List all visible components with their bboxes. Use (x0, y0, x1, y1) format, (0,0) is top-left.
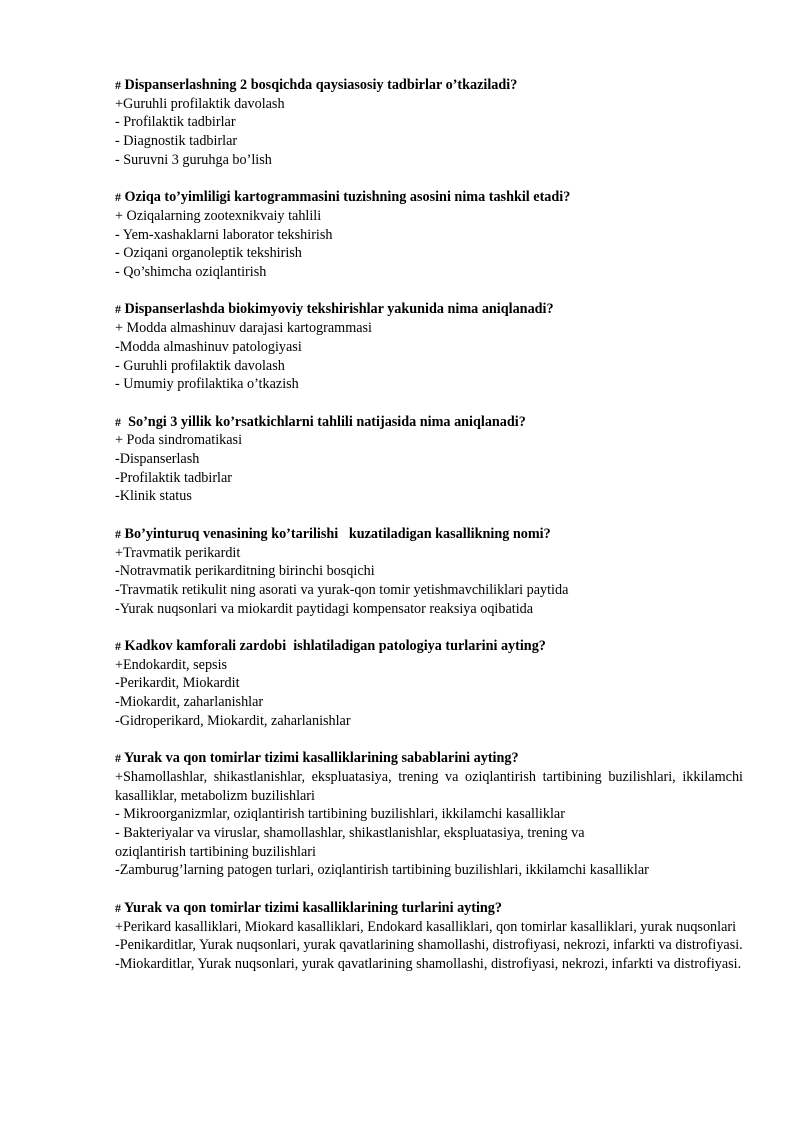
answer-option: -Dispanserlash (115, 451, 200, 468)
question-text: Kadkov kamforali zardobi ishlatiladigan patologiya turlarini ayting? (121, 638, 546, 655)
question-title (115, 525, 743, 544)
answer-option: - Umumiy profilaktika o’tkazish (115, 376, 299, 393)
answer-option: +Endokardit, sepsis (115, 656, 228, 673)
answer-option: -Penikarditlar, Yurak nuqsonlari, yurak qavatlarining shamollashi, distrofiyasi, nekrozi, infarkti va distrofiyasi. (115, 937, 743, 954)
question-marker: # (115, 414, 121, 429)
answer-option: + Oziqalarning zootexnikvaiy tahlili (115, 207, 322, 224)
question-marker: # (115, 639, 121, 654)
answer-option: - Qo’shimcha oziqlantirish (115, 264, 267, 281)
question-text: So’ngi 3 yillik ko’rsatkichlarni tahlili natijasida nima aniqlanadi? (121, 413, 526, 430)
answer-option: + Poda sindromatikasi (115, 432, 243, 449)
answer-option: - Oziqani organoleptik tekshirish (115, 245, 302, 262)
question-block (115, 413, 743, 507)
question-marker: # (115, 751, 121, 766)
question-block (115, 188, 743, 282)
answer-option: - Mikroorganizmlar, oziqlantirish tartibining buzilishlari, ikkilamchi kasalliklar (115, 806, 565, 823)
question-title (115, 749, 743, 768)
question-marker: # (115, 526, 121, 541)
answer-option: -Klinik status (115, 488, 192, 505)
answer-option: -Perikardit, Miokardit (115, 675, 240, 692)
question-text: Dispanserlashning 2 bosqichda qaysiasosiy tadbirlar o’tkaziladi? (121, 77, 518, 93)
question-block (115, 300, 743, 394)
question-title (115, 300, 743, 319)
question-title (115, 637, 743, 656)
question-text: Bo’yinturuq venasining ko’tarilishi kuzatiladigan kasallikning nomi? (121, 525, 551, 542)
question-title (115, 413, 743, 432)
answer-option: - Yem-xashaklarni laborator tekshirish (115, 226, 333, 243)
question-text: Oziqa to’yimliligi kartogrammasini tuzishning asosini nima tashkil etadi? (121, 189, 571, 206)
answer-option: -Yurak nuqsonlari va miokardit paytidagi kompensator reaksiya oqibatida (115, 600, 534, 617)
question-marker: # (115, 302, 121, 317)
question-marker: # (115, 190, 121, 205)
question-marker: # (115, 78, 121, 92)
question-text: Dispanserlashda biokimyoviy tekshirishlar yakunida nima aniqlanadi? (121, 301, 554, 318)
answer-option: - Suruvni 3 guruhga bo’lish (115, 151, 272, 168)
answer-option: +Shamollashlar, shikastlanishlar, ekspluatasiya, trening va oziqlantirish tartibining buzilishlari, ikkilamchi kasalliklar, metabolizm buzilishlari (115, 768, 743, 804)
answer-option: +Guruhli profilaktik davolash (115, 95, 285, 112)
answer-option: -Travmatik retikulit ning asorati va yurak-qon tomir yetishmavchiliklari paytida (115, 581, 569, 598)
answer-option: -Modda almashinuv patologiyasi (115, 338, 302, 355)
answer-option: -Profilaktik tadbirlar (115, 469, 233, 486)
answer-option: -Miokarditlar, Yurak nuqsonlari, yurak qavatlarining shamollashi, distrofiyasi, nekrozi, infarkti va distrofiyasi. (115, 955, 742, 972)
answer-option: -Zamburug’larning patogen turlari, oziqlantirish tartibining buzilishlari, ikkilamchi kasalliklar (115, 862, 649, 879)
answer-option: - Guruhli profilaktik davolash (115, 357, 285, 374)
question-title (115, 188, 743, 207)
answer-option: -Notravmatik perikarditning birinchi bosqichi (115, 563, 375, 580)
answer-option: - Profilaktik tadbirlar (115, 114, 236, 131)
answer-option: -Gidroperikard, Miokardit, zaharlanishlar (115, 712, 351, 729)
answer-option: + Modda almashinuv darajasi kartogrammasi (115, 320, 373, 337)
answer-option: - Diagnostik tadbirlar (115, 133, 238, 150)
answer-option: +Travmatik perikardit (115, 544, 241, 561)
answer-option: +Perikard kasalliklari, Miokard kasalliklari, Endokard kasalliklari, qon tomirlar kasalliklari, yurak nuqsonlari (115, 918, 737, 935)
document-page (115, 76, 743, 992)
answer-option: - Bakteriyalar va viruslar, shamollashlar, shikastlanishlar, ekspluatasiya, trening va oziqlantirish tartibining buzilishlari (115, 825, 585, 860)
question-block (115, 76, 743, 170)
question-block (115, 899, 743, 974)
question-block (115, 749, 743, 880)
question-text: Yurak va qon tomirlar tizimi kasalliklarining turlarini ayting? (121, 899, 502, 916)
question-block (115, 525, 743, 619)
question-text: Yurak va qon tomirlar tizimi kasalliklarining sabablarini ayting? (121, 750, 519, 767)
question-block (115, 637, 743, 731)
question-marker: # (115, 900, 121, 915)
question-title (115, 899, 743, 918)
question-title (115, 76, 743, 95)
answer-option: -Miokardit, zaharlanishlar (115, 694, 264, 711)
